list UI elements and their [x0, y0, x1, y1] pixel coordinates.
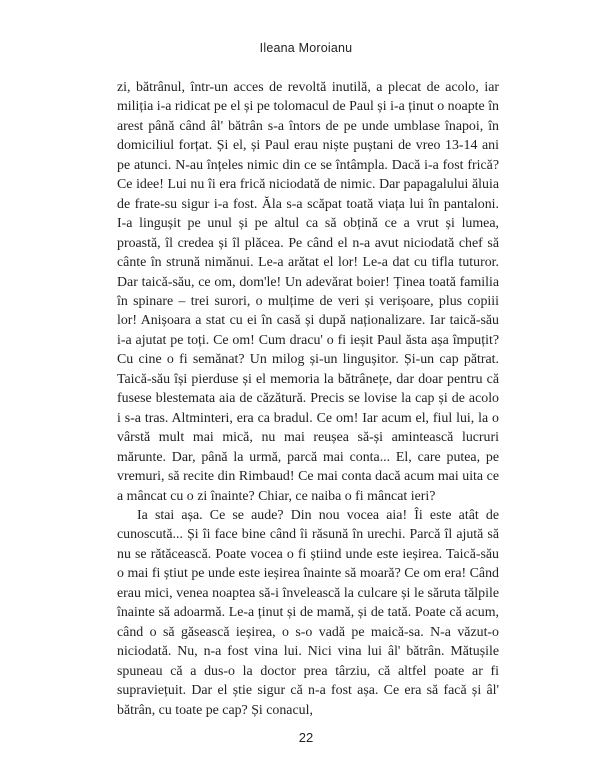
running-header-author: Ileana Moroianu [259, 41, 353, 55]
paragraph-2: Ia stai așa. Ce se aude? Din nou vocea aia! Îi este atât de cunoscută... Și îi face bine când îi răsună în urechi. Parcă îl ajută să nu se rătăcească. Poate vocea o fi știind unde este ieșirea. Taică-său o mai fi știut pe unde este ieșirea înainte să moară? Ce om era! Când erau mici, venea noaptea să-i învelească la culcare și le săruta tălpile înainte să adoarmă. Le-a ținut și de mamă, și de tată. Poate că acum, când o să găsească ieșirea, o s-o vadă pe maică-sa. N-a văzut-o niciodată. Nu, n-a fost vina lui. Nici vina lui âl' bătrân. Mătușile spuneau că a dus-o la doctor prea târziu, că altfel poate ar fi supraviețuit. Dar el știe sigur că n-a fost așa. Ce era să facă și âl' bătrân, cu toate pe cap? Și conacul, [117, 507, 499, 718]
body-text [117, 78, 499, 720]
paragraph-1: zi, bătrânul, într-un acces de revoltă inutilă, a plecat de acolo, iar miliția i-a ridicat pe el și pe tolomacul de Paul și i-a ținut o noapte în arest până când âl' bătrân s-a întors de pe unde umblase înapoi, în domiciliul forțat. Și el, și Paul erau niște puștani de vreo 13-14 ani pe atunci. N-au înțeles nimic din ce se întâmpla. Dacă i-a fost frică? Ce idee! Lui nu îi era frică niciodată de nimic. Dar papagalului ăluia de frate-su sigur i-a fost. Ăla s-a scăpat toată viața lui în pantaloni. I-a lingușit pe unul și pe altul ca să obțină ce a vrut și lumea, proastă, îl credea și îl plăcea. Pe când el n-a avut niciodată chef să cânte în strună nimănui. Le-a arătat el lor! Le-a dat cu tifla tuturor. Dar taică-său, ce om, dom'le! Un adevărat boier! Ținea toată familia în spinare – trei surori, o mulțime de veri și verișoare, plus copiii lor! Anișoara a stat cu ei în casă și după naționalizare. Iar taică-său i-a ajutat pe toți. Ce om! Cum dracu' o fi ieșit Paul ăsta așa împuțit? Cu cine o fi semănat? Un milog și-un lingușitor. Și-un cap pătrat. Taică-său își pierduse și el memoria la bătrânețe, dar doar pentru că fusese blestemata aia de căzătură. Precis se lovise la cap și de acolo i s-a tras. Altminteri, era ca bradul. Ce om! Iar acum el, fiul lui, la o vârstă mult mai mică, nu mai reușea să-și amintească lucruri mărunte. Dar, până la urmă, parcă mai conta... El, care putea, pe vremuri, să recite din Rimbaud! Ce mai conta dacă acum mai uita ce a mâncat cu o zi înainte? Chiar, ce naiba o fi mâncat ieri? [117, 80, 499, 504]
page-number: 22 [298, 730, 314, 745]
